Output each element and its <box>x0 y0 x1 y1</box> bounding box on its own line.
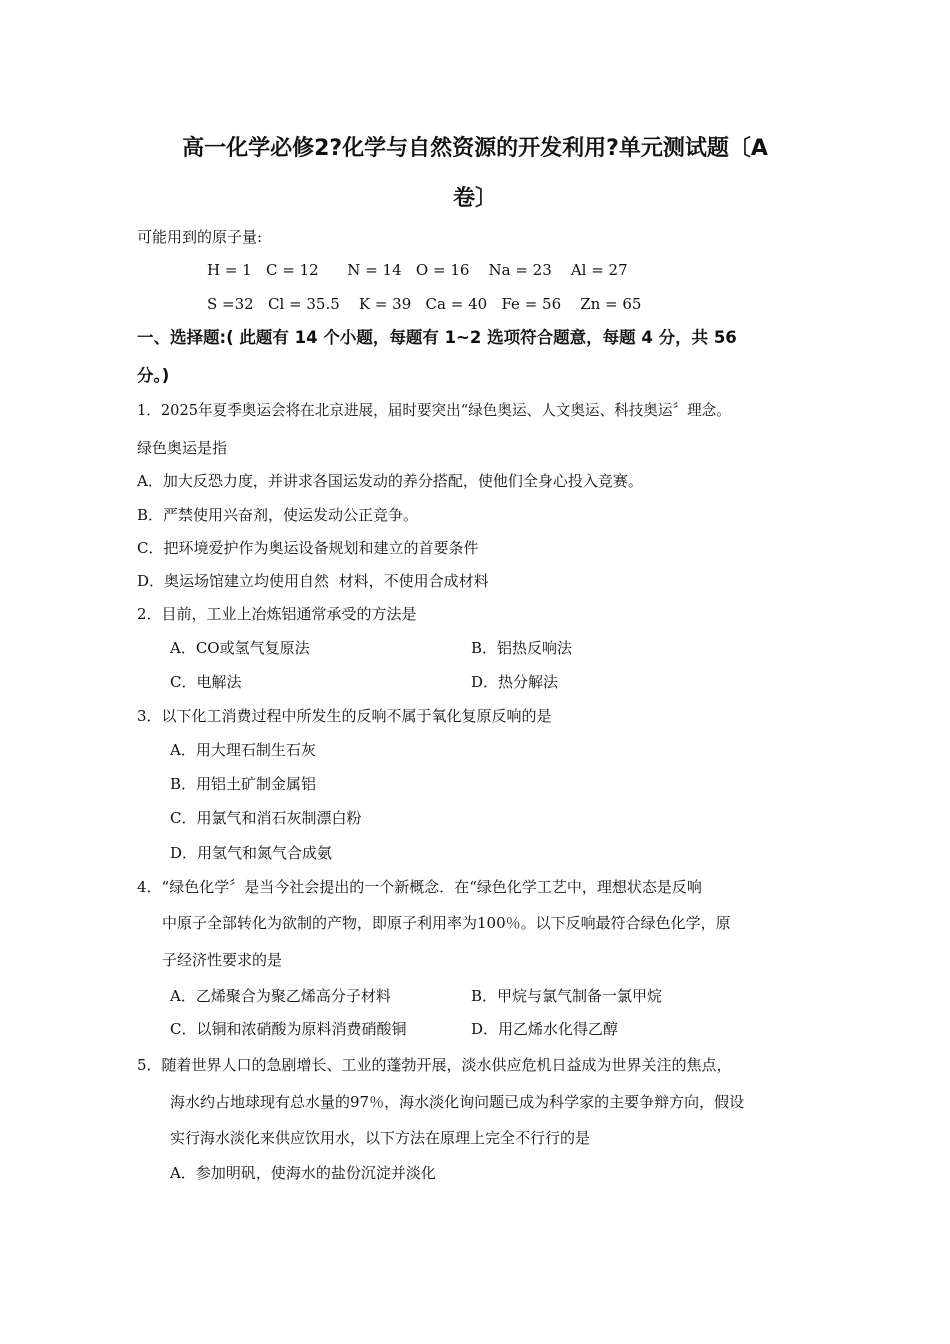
q2-option-c[interactable]: C．电解法 <box>170 673 242 691</box>
q1-option-a[interactable]: A．加大反恐力度，并讲求各国运发动的养分搭配，使他们全身心投入竞赛。 <box>137 472 643 490</box>
q1-option-b[interactable]: B．严禁使用兴奋剂，使运发动公正竞争。 <box>137 506 419 524</box>
q2-option-b[interactable]: B．铝热反响法 <box>471 639 573 657</box>
q4-stem-line-2: 中原子全部转化为欲制的产物，即原子利用率为100％。以下反响最符合绿色化学，原 <box>162 914 731 932</box>
section-heading-line-2: 分。) <box>137 366 170 385</box>
q2-stem: 2．目前，工业上冶炼铝通常承受的方法是 <box>137 605 417 623</box>
q2-option-d[interactable]: D．热分解法 <box>471 673 559 691</box>
q4-option-c[interactable]: C．以铜和浓硝酸为原料消费硝酸铜 <box>170 1020 407 1038</box>
q4-stem-line-3: 子经济性要求的是 <box>162 951 283 969</box>
q3-option-d[interactable]: D．用氢气和氮气合成氨 <box>170 844 333 862</box>
q4-option-d[interactable]: D．用乙烯水化得乙醇 <box>471 1020 619 1038</box>
atomic-mass-row-2: S =32 Cl = 35.5 K = 39 Ca = 40 Fe = 56 Zn = 65 <box>207 295 642 313</box>
q1-option-d[interactable]: D．奥运场馆建立均使用自然 材料，不使用合成材料 <box>137 572 489 590</box>
q3-option-c[interactable]: C．用氯气和消石灰制漂白粉 <box>170 809 362 827</box>
atomic-mass-row-1: H = 1 C = 12 N = 14 O = 16 Na = 23 Al = 27 <box>207 261 628 279</box>
q3-option-a[interactable]: A．用大理石制生石灰 <box>170 741 316 759</box>
q5-stem-line-1: 5．随着世界人口的急剧增长、工业的蓬勃开展，淡水供应危机日益成为世界关注的焦点， <box>137 1056 732 1074</box>
q1-stem-line-2: 绿色奥运是指 <box>137 439 228 457</box>
page-title-line-2: 卷〕 <box>452 186 497 211</box>
q3-stem: 3．以下化工消费过程中所发生的反响不属于氧化复原反响的是 <box>137 707 552 725</box>
q4-stem-line-1: 4．“绿色化学〞是当今社会提出的一个新概念．在“绿色化学工艺中，理想状态是反响 <box>137 878 702 896</box>
q4-option-b[interactable]: B．甲烷与氯气制备一氯甲烷 <box>471 987 663 1005</box>
page-title-line-1: 高一化学必修2?化学与自然资源的开发利用?单元测试题〔A <box>182 136 768 161</box>
q2-option-a[interactable]: A．CO或氢气复原法 <box>170 639 310 657</box>
q3-option-b[interactable]: B．用铝土矿制金属铝 <box>170 775 317 793</box>
q1-stem-line-1: 1．2025年夏季奥运会将在北京进展，届时要突出“绿色奥运、人文奥运、科技奥运〞理念。 <box>137 402 731 419</box>
atomic-mass-intro: 可能用到的原子量: <box>137 228 263 246</box>
q1-option-c[interactable]: C．把环境爱护作为奥运设备规划和建立的首要条件 <box>137 539 479 557</box>
q5-stem-line-2: 海水约占地球现有总水量的97％，海水淡化询问题已成为科学家的主要争辩方向，假设 <box>170 1093 745 1111</box>
q4-option-a[interactable]: A．乙烯聚合为聚乙烯高分子材料 <box>170 987 391 1005</box>
q5-stem-line-3: 实行海水淡化来供应饮用水，以下方法在原理上完全不行行的是 <box>170 1129 591 1147</box>
q5-option-a[interactable]: A．参加明矾，使海水的盐份沉淀并淡化 <box>170 1164 436 1182</box>
section-heading-line-1: 一、选择题:( 此题有 14 个小题，每题有 1~2 选项符合题意，每题 4 分，共 56 <box>137 328 737 347</box>
